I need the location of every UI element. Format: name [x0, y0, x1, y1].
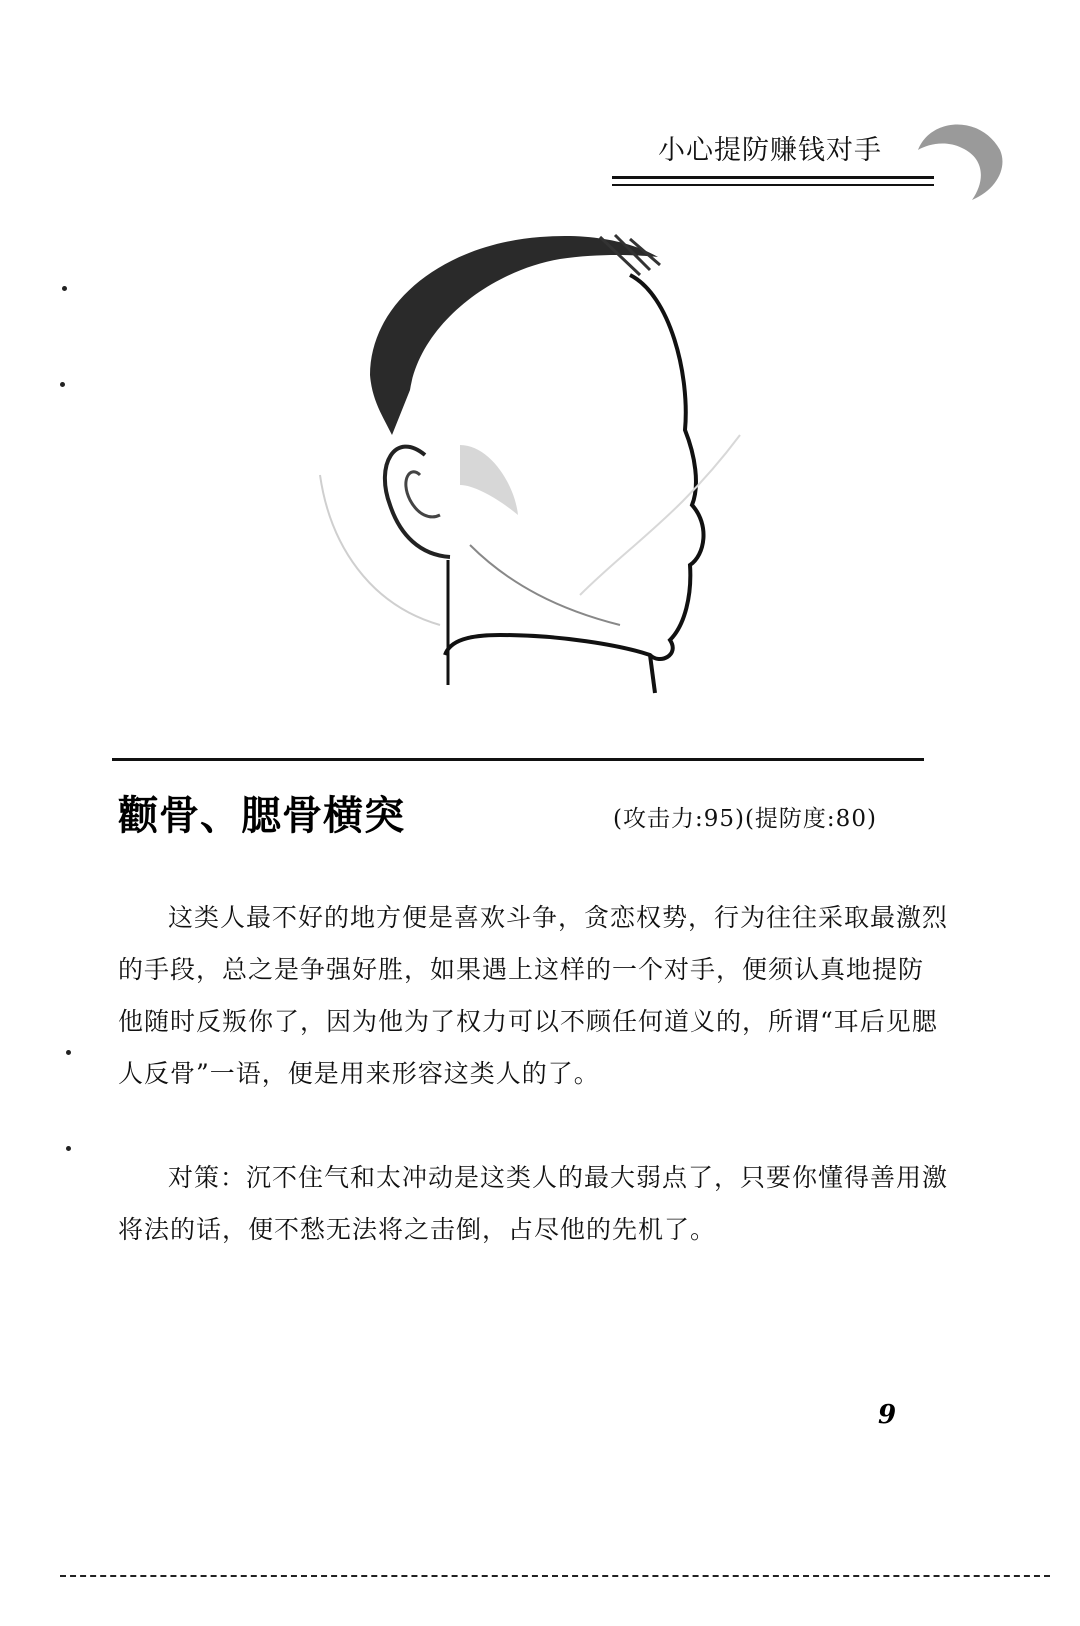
section-title: 颧骨、腮骨横突 — [118, 793, 405, 839]
scan-speck — [66, 1146, 71, 1151]
body-paragraph: 这类人最不好的地方便是喜欢斗争，贪恋权势，行为往往采取最激烈的手段，总之是争强好胜，如果遇上这样的一个对手，便须认真地提防他随时反叛你了，因为他为了权力可以不顾任何道义的，所谓“耳后见腮人反骨”一语，便是用来形容这类人的了。 — [118, 903, 949, 1088]
running-header-title: 小心提防赚钱对手 — [658, 135, 882, 166]
scan-speck — [66, 1050, 71, 1055]
bottom-dashed-rule — [60, 1575, 1050, 1579]
section-divider — [112, 758, 924, 761]
header-rule-top — [612, 176, 934, 179]
strategy-paragraph: 对策：沉不住气和太冲动是这类人的最大弱点了，只要你懂得善用激将法的话，便不愁无法将之击倒，占尽他的先机了。 — [118, 1163, 949, 1244]
leaf-ornament-icon — [900, 110, 1010, 220]
scan-speck — [62, 286, 67, 291]
man-profile-sketch-icon — [300, 215, 760, 705]
scan-speck — [60, 382, 65, 387]
ratings-line: (攻击力:95)(提防度:80) — [613, 806, 877, 832]
header-rule-bottom — [612, 184, 934, 186]
page-number: 9 — [878, 1400, 897, 1430]
